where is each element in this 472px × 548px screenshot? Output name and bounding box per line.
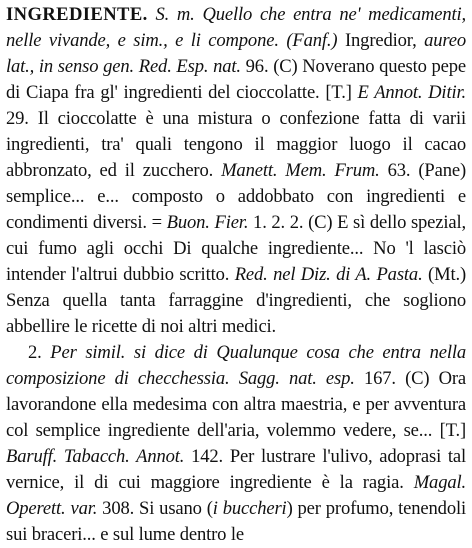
citation-ref: 63.: [387, 160, 411, 181]
citation-text: Senza quella tanta farraggine d'ingredienti, che sogliono abbellire le ricette di noi altri medici.: [6, 290, 466, 337]
citation-text-italic: i buccheri: [212, 498, 287, 519]
citation-tag: [T.]: [325, 82, 352, 103]
etymology: Ingredior,: [344, 30, 417, 51]
sense-definition: Per simil. si dice di Qualunque cosa che entra nella composizione di checchessia.: [6, 342, 466, 389]
citation-text: E sì dello spezial, cui fumo agli occhi Di qualche ingrediente... No 'l lasciò intender l'altrui dubbio scritto.: [6, 212, 467, 285]
citation-text-part: Si usano (: [139, 498, 213, 519]
definition: Quello che entra ne' medicamenti, nelle vivande, e sim., e li compone.: [6, 4, 467, 51]
source-abbrev: (Fanf.): [286, 30, 338, 51]
citation-tag: (Pane): [418, 160, 467, 181]
citation-text: Per lustrare l'ulivo, adoprasi tal vernice, il di cui maggiore ingrediente è la ragia.: [6, 446, 467, 493]
citation-source: Sagg. nat. esp.: [238, 368, 355, 389]
citation-source: Red. nel Diz. di A. Pasta.: [234, 264, 423, 285]
grammatical-category: S. m.: [155, 4, 195, 25]
etymology-note: aureo lat., in senso gen. Red. Esp. nat.: [6, 30, 467, 77]
citation-ref: 29.: [6, 108, 29, 129]
citation-ref: 308.: [102, 498, 135, 519]
citation-source: Buon. Fier.: [166, 212, 249, 233]
citation-tag: [T.]: [439, 420, 466, 441]
citation-text: Il cioccolatte è una mistura o confezione fatta di varii ingredienti, tra' quali tengono il maggior luogo il cacao abbronzato, ed il zucchero.: [6, 108, 467, 181]
citation-source: Magal. Operett. var.: [6, 472, 466, 519]
citation-ref: 167.: [363, 368, 396, 389]
citation-tag: (C): [405, 368, 430, 389]
citation-text: Ora lavorandone ella medesima con altra maestria, e per avventura col semplice ingrediente dell'aria, volemmo vedere, se...: [6, 368, 467, 441]
citation-tag: (C): [273, 56, 298, 77]
sense-number: 2.: [28, 342, 42, 363]
citation-source: Baruff. Tabacch. Annot.: [6, 446, 185, 467]
citation-ref: 1. 2. 2.: [253, 212, 304, 233]
citation-source: Manett. Mem. Frum.: [221, 160, 380, 181]
citation-ref: 96.: [245, 56, 269, 77]
citation-tag: (C): [308, 212, 333, 233]
citation-ref: 142.: [191, 446, 224, 467]
citation-tag: (Mt.): [428, 264, 467, 285]
entry-ingrediente: [6, 2, 466, 340]
headword: INGREDIENTE.: [6, 4, 148, 25]
citation-source: E Annot. Ditir.: [357, 82, 466, 103]
sense-2: [6, 340, 466, 548]
citation-text: Noverano questo pepe di Ciapa fra gl' ingredienti del cioccolatte.: [6, 56, 466, 103]
citation-text: semplice... e... composto o addobbato con ingredienti e condimenti diversi. =: [6, 186, 466, 233]
citation-text-part: ) per profumo, tenendoli sui braceri... e sul lume dentro le: [6, 498, 466, 545]
